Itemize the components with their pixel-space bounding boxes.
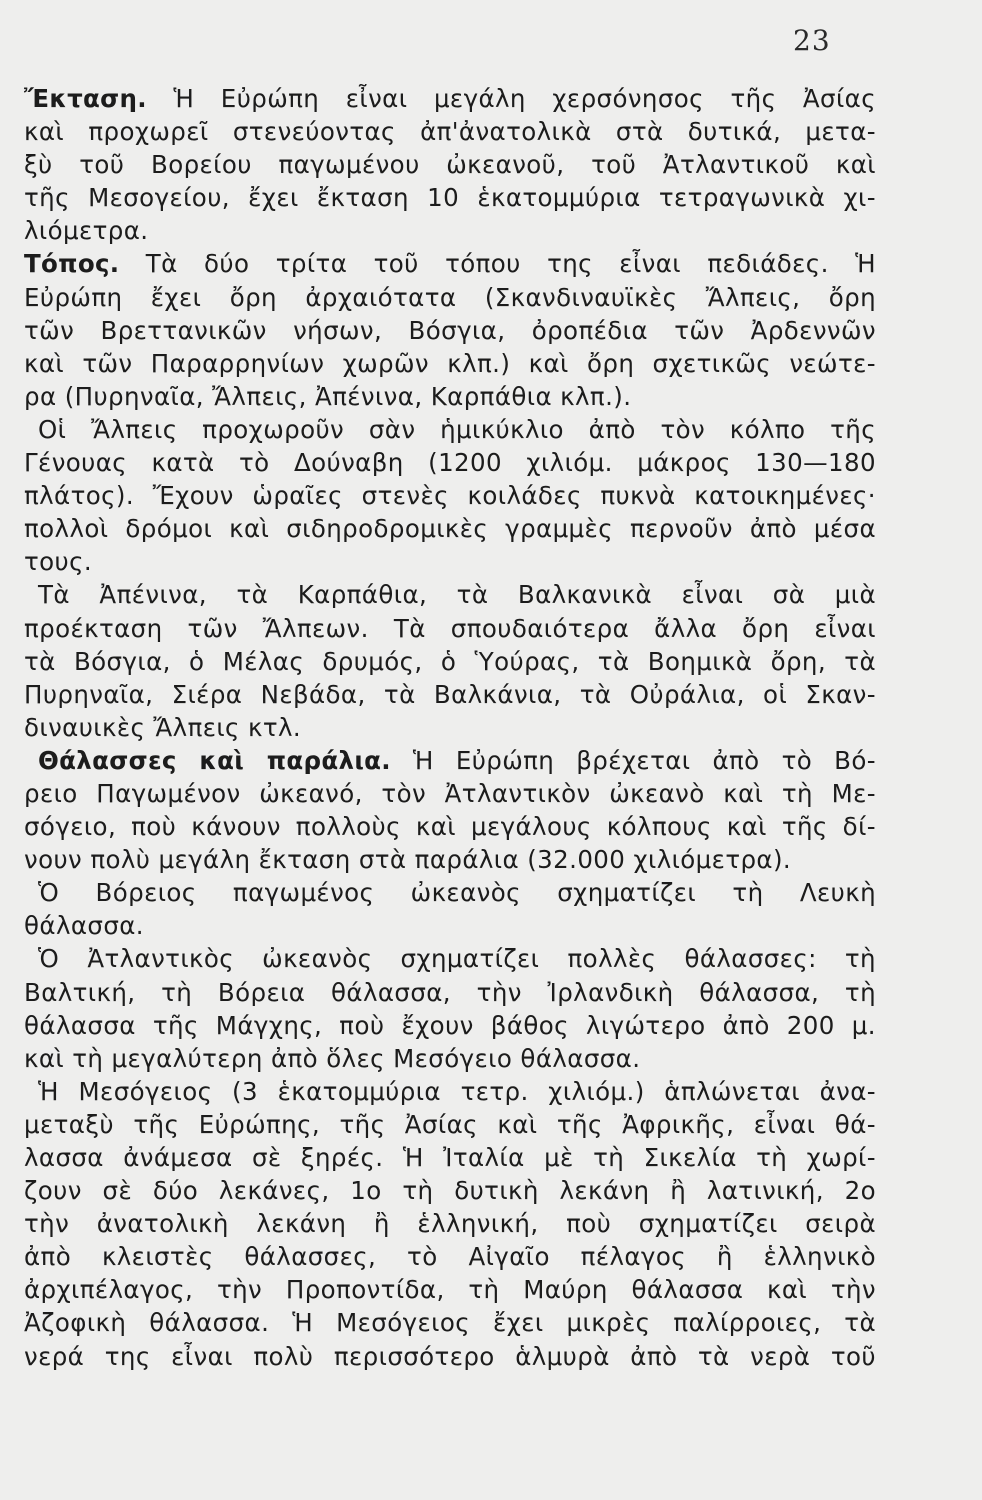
- text-line: [24, 1306, 876, 1339]
- text-line: [24, 1240, 876, 1273]
- text-line: [24, 578, 876, 611]
- text-line: [24, 347, 876, 380]
- line-text: μεταξὺ τῆς Εὐρώπης, τῆς Ἀσίας καὶ τῆς Ἀφρικῆς, εἶναι θά-: [24, 1109, 876, 1139]
- text-line: [24, 479, 876, 512]
- line-text: καὶ τῶν Παραρρηνίων χωρῶν κλπ.) καὶ ὄρη σχετικῶς νεώτε-: [24, 348, 876, 378]
- line-text: νερά της εἶναι πολὺ περισσότερο ἁλμυρὰ ἀπὸ τὰ νερὰ τοῦ: [24, 1341, 876, 1371]
- line-text: Ἡ Εὐρώπη βρέχεται ἀπὸ τὸ Βό-: [390, 745, 876, 775]
- line-text: καὶ προχωρεῖ στενεύοντας ἀπ'ἀνατολικὰ στὰ δυτικά, μετα-: [24, 117, 876, 147]
- text-line: [24, 1108, 876, 1141]
- line-text: προέκταση τῶν Ἄλπεων. Τὰ σπουδαιότερα ἄλλα ὄρη εἶναι: [24, 613, 876, 643]
- text-line: [24, 876, 876, 909]
- line-text: τὰ Βόσγια, ὁ Μέλας δρυμός, ὁ Ὑούρας, τὰ Βοημικὰ ὄρη, τὰ: [24, 646, 876, 676]
- line-text: θάλασσα.: [24, 911, 144, 941]
- line-text: Γένουας κατὰ τὸ Δούναβη (1200 χιλιόμ. μάκρος 130—180: [24, 448, 876, 478]
- text-line: [24, 446, 876, 479]
- line-text: σόγειο, ποὺ κάνουν πολλοὺς καὶ μεγάλους κόλπους καὶ τῆς δί-: [24, 812, 876, 842]
- text-line: [24, 82, 876, 115]
- text-line: [24, 1075, 876, 1108]
- line-text: θάλασσα τῆς Μάγχης, ποὺ ἔχουν βάθος λιγώτερο ἀπὸ 200 μ.: [24, 1010, 876, 1040]
- line-text: Τὰ Ἀπένινα, τὰ Καρπάθια, τὰ Βαλκανικὰ εἶναι σὰ μιὰ: [38, 580, 876, 610]
- line-text: ἀπὸ κλειστὲς θάλασσες, τὸ Αἰγαῖο πέλαγος ἢ ἑλληνικὸ: [24, 1242, 876, 1272]
- line-text: τῶν Βρεττανικῶν νήσων, Βόσγια, ὀροπέδια τῶν Ἀρδεννῶν: [24, 315, 876, 345]
- line-text: ρειο Παγωμένον ὠκεανό, τὸν Ἀτλαντικὸν ὠκεανὸ καὶ τὴ Με-: [24, 778, 876, 808]
- text-line: [24, 413, 876, 446]
- line-text: πλάτος). Ἔχουν ὡραῖες στενὲς κοιλάδες πυκνὰ κατοικημένες·: [24, 481, 876, 511]
- text-line: [24, 247, 876, 280]
- text-line: [24, 148, 876, 181]
- line-text: Ἀζοφικὴ θάλασσα. Ἡ Μεσόγειος ἔχει μικρὲς παλίρροιες, τὰ: [24, 1308, 876, 1338]
- text-line: [24, 678, 876, 711]
- text-line: [24, 942, 876, 975]
- line-text: τους.: [24, 547, 93, 577]
- text-line: [24, 1207, 876, 1240]
- line-text: λιόμετρα.: [24, 216, 149, 246]
- line-text: ξὺ τοῦ Βορείου παγωμένου ὠκεανοῦ, τοῦ Ἀτλαντικοῦ καὶ: [24, 150, 876, 180]
- text-line: [24, 744, 876, 777]
- line-text: ρα (Πυρηναῖα, Ἄλπεις, Ἀπένινα, Καρπάθια κλπ.).: [24, 381, 632, 411]
- text-line: [24, 314, 876, 347]
- text-line: [24, 1009, 876, 1042]
- text-line: [24, 181, 876, 214]
- text-line: [24, 777, 876, 810]
- line-text: Ὁ Βόρειος παγωμένος ὠκεανὸς σχηματίζει τὴ Λευκὴ: [38, 878, 876, 908]
- text-line: [24, 214, 876, 247]
- body-text: [24, 82, 876, 1373]
- line-text: ζουν σὲ δύο λεκάνες, 1ο τὴ δυτικὴ λεκάνη ἢ λατινική, 2ο: [24, 1176, 876, 1206]
- line-text: λασσα ἀνάμεσα σὲ ξηρές. Ἡ Ἰταλία μὲ τὴ Σικελία τὴ χωρί-: [24, 1143, 876, 1172]
- page-number: 23: [793, 24, 831, 57]
- line-text: ἀρχιπέλαγος, τὴν Προποντίδα, τὴ Μαύρη θάλασσα καὶ τὴν: [24, 1275, 876, 1305]
- line-text: καὶ τὴ μεγαλύτερη ἀπὸ ὅλες Μεσόγειο θάλασσα.: [24, 1043, 641, 1073]
- text-line: [24, 512, 876, 545]
- line-text: Βαλτική, τὴ Βόρεια θάλασσα, τὴν Ἰρλανδικὴ θάλασσα, τὴ: [24, 977, 876, 1007]
- text-line: [24, 843, 876, 876]
- text-line: [24, 810, 876, 843]
- line-text: Πυρηναῖα, Σιέρα Νεβάδα, τὰ Βαλκάνια, τὰ Οὐράλια, οἱ Σκαν-: [24, 679, 876, 709]
- section-heading: Τόπος.: [24, 249, 120, 279]
- line-text: διναυικὲς Ἄλπεις κτλ.: [24, 712, 302, 742]
- line-text: τὴν ἀνατολικὴ λεκάνη ἢ ἑλληνική, ποὺ σχηματίζει σειρὰ: [24, 1209, 876, 1239]
- line-text: Εὐρώπη ἔχει ὄρη ἀρχαιότατα (Σκανδιναυϊκὲς Ἄλπεις, ὄρη: [24, 282, 876, 312]
- text-line: [24, 281, 876, 314]
- text-line: [24, 645, 876, 678]
- text-line: [24, 115, 876, 148]
- line-text: τῆς Μεσογείου, ἔχει ἔκταση 10 ἑκατομμύρια τετραγωνικὰ χι-: [24, 183, 876, 213]
- text-line: [24, 545, 876, 578]
- section-heading: Ἔκταση.: [24, 84, 147, 113]
- line-text: Τὰ δύο τρίτα τοῦ τόπου της εἶναι πεδιάδες. Ἡ: [119, 249, 876, 279]
- text-line: [24, 711, 876, 744]
- line-text: Ὁ Ἀτλαντικὸς ὠκεανὸς σχηματίζει πολλὲς θάλασσες: τὴ: [38, 944, 876, 974]
- text-line: [24, 1273, 876, 1306]
- text-line: [24, 1174, 876, 1207]
- text-line: [24, 380, 876, 413]
- text-line: [24, 612, 876, 645]
- text-line: [24, 1042, 876, 1075]
- text-line: [24, 976, 876, 1009]
- text-line: [24, 1141, 876, 1174]
- line-text: Οἱ Ἄλπεις προχωροῦν σὰν ἡμικύκλιο ἀπὸ τὸν κόλπο τῆς: [38, 414, 876, 444]
- text-line: [24, 909, 876, 942]
- section-heading: Θάλασσες καὶ παράλια.: [38, 745, 391, 775]
- line-text: πολλοὶ δρόμοι καὶ σιδηροδρομικὲς γραμμὲς περνοῦν ἀπὸ μέσα: [24, 514, 876, 544]
- line-text: νουν πολὺ μεγάλη ἔκταση στὰ παράλια (32.000 χιλιόμετρα).: [24, 845, 792, 875]
- line-text: Ἡ Εὐρώπη εἶναι μεγάλη χερσόνησος τῆς Ἀσίας: [146, 84, 876, 113]
- line-text: Ἡ Μεσόγειος (3 ἑκατομμύρια τετρ. χιλιόμ.) ἁπλώνεται ἀνα-: [38, 1076, 876, 1106]
- text-line: [24, 1340, 876, 1373]
